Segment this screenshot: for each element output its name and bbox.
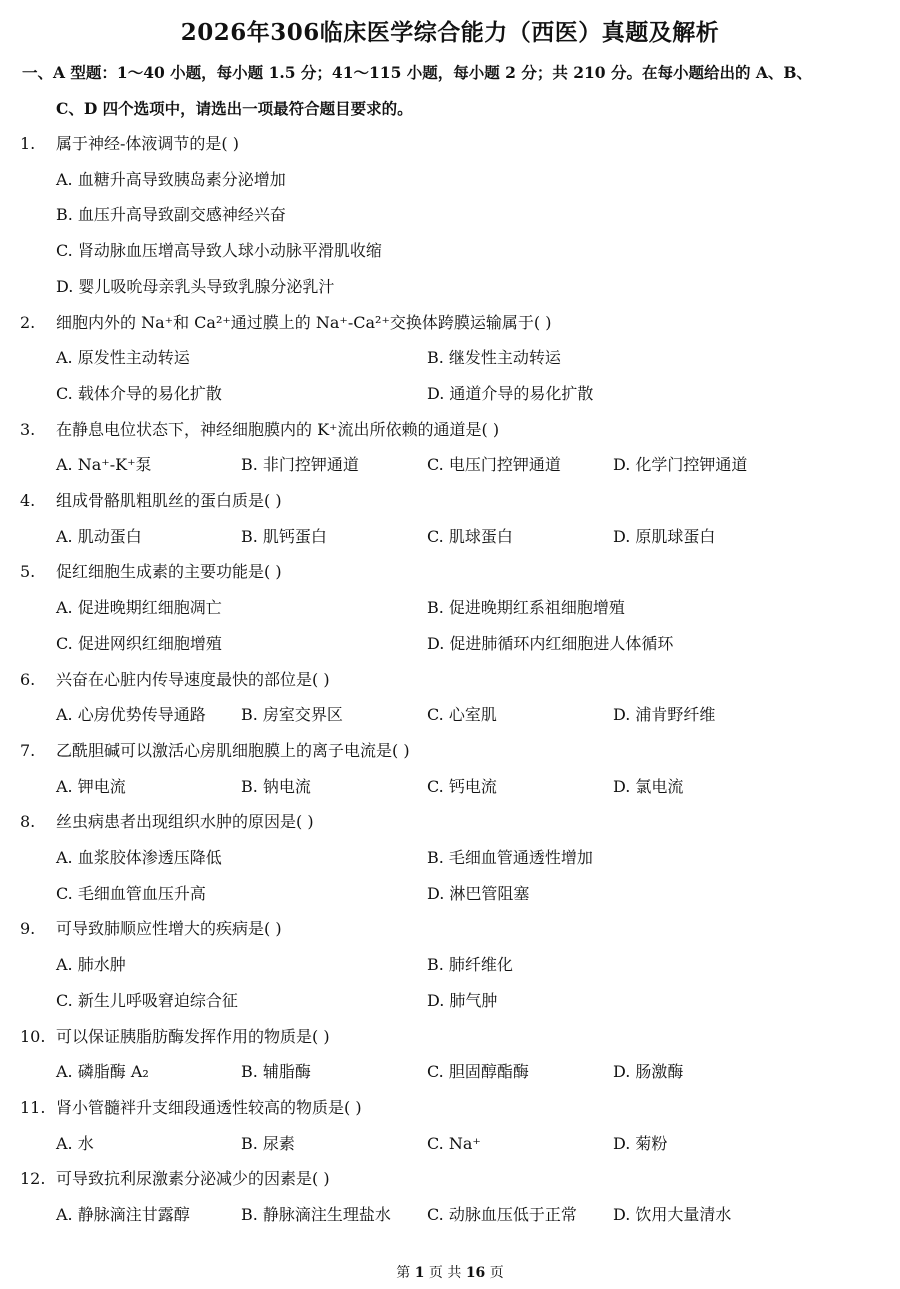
question-stem-row [0,131,880,157]
question-number: 3. [20,419,36,439]
option-d: D. 氯电流 [613,776,684,796]
question-stem: 兴奋在心脏内传导速度最快的部位是( ) [56,669,330,689]
option-c: C. 肌球蛋白 [427,526,513,546]
question-stem-row [0,488,880,514]
option-c: C. 心室肌 [427,705,497,725]
page-footer [0,1262,900,1282]
question-number: 10. [20,1026,46,1046]
option-a: A. 静脉滴注甘露醇 [56,1205,190,1224]
question-number: 7. [20,740,36,760]
option-c: C. 新生儿呼吸窘迫综合征 [56,990,238,1010]
question-number: 9. [20,919,36,939]
option-d: D. 化学门控钾通道 [613,455,748,475]
option-a: A. 血糖升高导致胰岛素分泌增加 [56,169,286,189]
option-c: C. 动脉血压低于正常 [427,1205,577,1224]
option-c: C. Na⁺ [427,1133,481,1153]
option-c: C. 载体介导的易化扩散 [56,383,222,403]
question-number: 8. [20,812,36,832]
question-stem-row [0,738,880,764]
option-c: C. 胆固醇酯酶 [427,1062,529,1082]
section-instructions-line1: 一、A 型题：1～40 小题，每小题 1.5 分；41～115 小题，每小题 2 分；共 210 分。在每小题给出的 A、B、 [22,63,813,82]
option-d: D. 婴儿吸吮母亲乳头导致乳腺分泌乳汁 [56,276,335,296]
question-stem-row [0,1166,880,1192]
option-d: D. 淋巴管阻塞 [427,883,530,903]
option-a: A. 钾电流 [56,776,126,796]
option-b: B. 血压升高导致副交感神经兴奋 [56,205,286,225]
option-b: B. 毛细血管通透性增加 [427,848,593,867]
option-a: A. 肺水肿 [56,955,126,975]
question-stem: 丝虫病患者出现组织水肿的原因是( ) [56,812,314,832]
question-stem-row [0,809,880,835]
question-number: 4. [20,491,36,510]
option-b: B. 静脉滴注生理盐水 [241,1205,391,1224]
option-c: C. 促进网织红细胞增殖 [56,633,222,653]
question-number: 5. [20,562,36,582]
option-a: A. 肌动蛋白 [56,526,142,546]
option-a: A. Na⁺-K⁺泵 [56,455,152,475]
footer-suffix: 页 [489,1265,504,1281]
option-a: A. 血浆胶体渗透压降低 [56,848,222,867]
footer-mid: 页 共 [428,1265,462,1281]
question-number: 6. [20,669,36,689]
option-d: D. 促进肺循环内红细胞进人体循环 [427,633,674,653]
footer-total-pages: 16 [465,1265,486,1281]
option-a: A. 磷脂酶 A₂ [56,1062,149,1082]
option-a: A. 促进晚期红细胞凋亡 [56,598,222,618]
option-c: C. 电压门控钾通道 [427,455,561,475]
option-d: D. 浦肯野纤维 [613,705,716,725]
footer-prefix: 第 [396,1265,411,1281]
option-b: B. 继发性主动转运 [427,348,561,368]
footer-current-page: 1 [414,1265,425,1281]
question-stem-row [0,417,880,443]
question-stem: 可导致抗利尿激素分泌减少的因素是( ) [56,1169,330,1189]
question-stem: 在静息电位状态下，神经细胞膜内的 K⁺流出所依赖的通道是( ) [56,419,500,439]
question-stem: 可导致肺顺应性增大的疾病是( ) [56,919,282,939]
question-stem: 可以保证胰脂肪酶发挥作用的物质是( ) [56,1026,330,1046]
option-b: B. 辅脂酶 [241,1062,311,1082]
option-b: B. 促进晚期红系祖细胞增殖 [427,598,625,618]
question-stem-row [0,1095,880,1121]
option-a: A. 水 [56,1133,94,1153]
option-d: D. 原肌球蛋白 [613,526,716,546]
option-c: C. 肾动脉血压增高导致人球小动脉平滑肌收缩 [56,241,382,261]
question-stem: 促红细胞生成素的主要功能是( ) [56,562,282,582]
option-b: B. 肌钙蛋白 [241,526,327,546]
question-stem: 属于神经-体液调节的是( ) [56,134,239,153]
option-d: D. 菊粉 [613,1133,668,1153]
option-a: A. 原发性主动转运 [56,348,190,368]
option-b: B. 房室交界区 [241,705,343,725]
option-d: D. 肠激酶 [613,1062,684,1082]
question-stem: 组成骨骼肌粗肌丝的蛋白质是( ) [56,491,282,510]
question-number: 1. [20,134,36,153]
option-d: D. 饮用大量清水 [613,1205,732,1224]
page-title: 2026年306临床医学综合能力（西医）真题及解析 [180,19,720,46]
question-number: 11. [20,1097,46,1117]
question-stem-row [0,916,880,942]
question-stem: 乙酰胆碱可以激活心房肌细胞膜上的离子电流是( ) [56,740,410,760]
question-stem-row [0,1024,880,1050]
option-c: C. 毛细血管血压升高 [56,883,206,903]
option-b: B. 尿素 [241,1133,295,1153]
option-b: B. 肺纤维化 [427,955,513,975]
question-stem: 细胞内外的 Na⁺和 Ca²⁺通过膜上的 Na⁺-Ca²⁺交换体跨膜运输属于( ) [56,312,552,332]
option-d: D. 肺气肿 [427,990,498,1010]
option-b: B. 钠电流 [241,776,311,796]
option-c: C. 钙电流 [427,776,497,796]
question-stem: 肾小管髓袢升支细段通透性较高的物质是( ) [56,1097,362,1117]
option-b: B. 非门控钾通道 [241,455,359,475]
section-instructions-line2: C、D 四个选项中，请选出一项最符合题目要求的。 [56,99,413,118]
question-stem-row [0,310,880,336]
option-d: D. 通道介导的易化扩散 [427,383,594,403]
question-number: 12. [20,1169,46,1189]
question-stem-row [0,559,880,585]
question-number: 2. [20,312,36,332]
question-stem-row [0,667,880,693]
option-a: A. 心房优势传导通路 [56,705,206,725]
